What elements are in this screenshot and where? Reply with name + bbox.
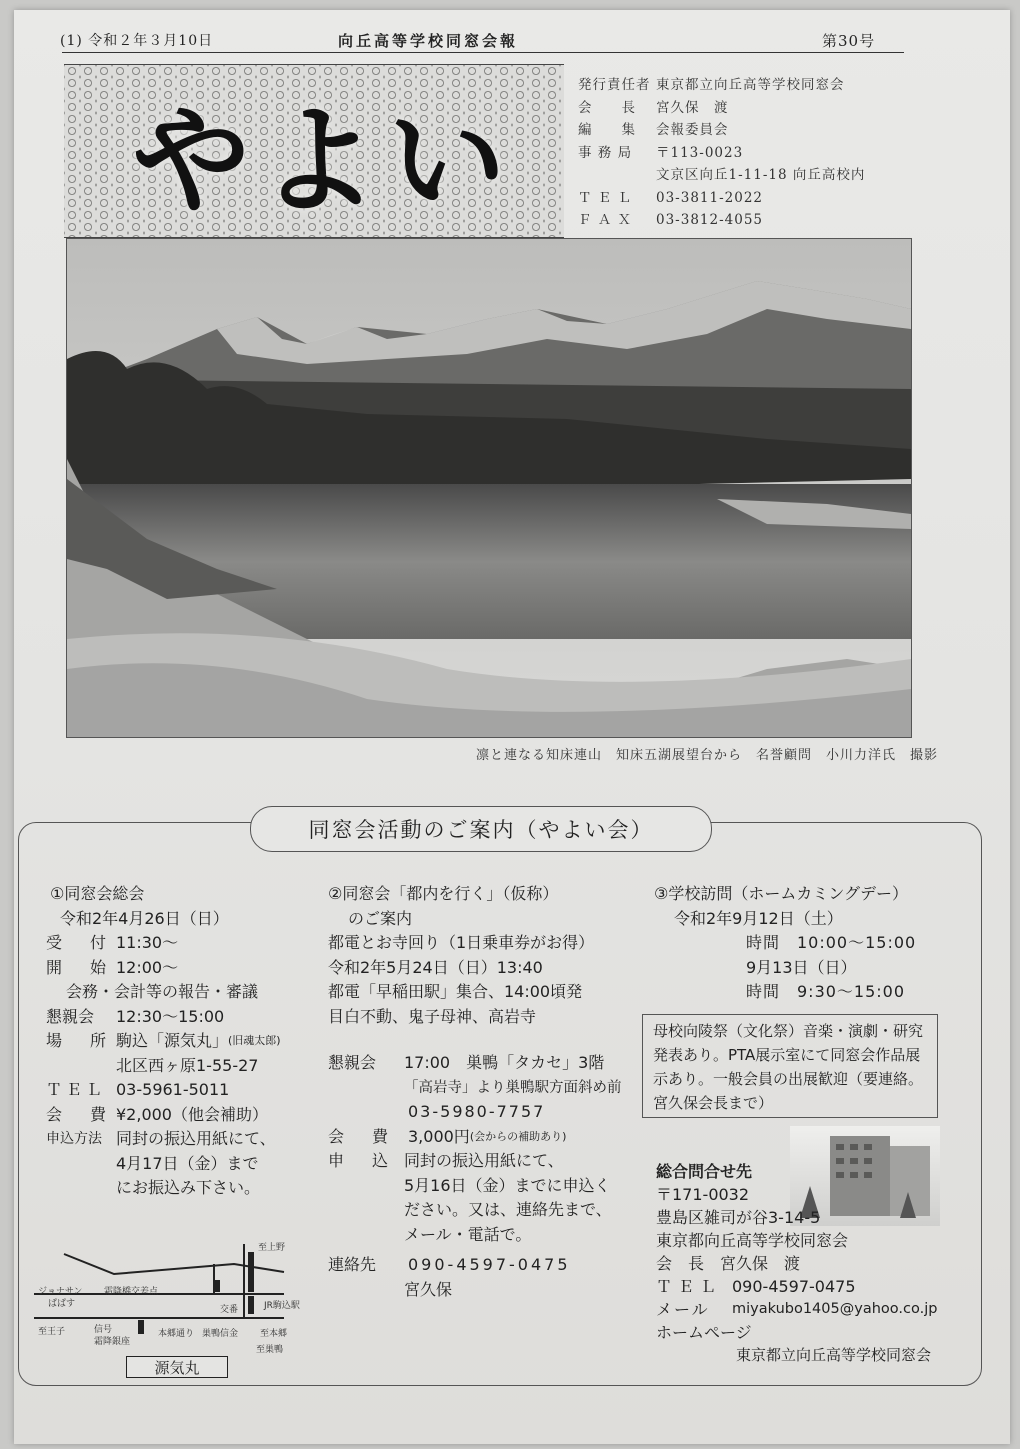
map-label: ジョナサン bbox=[38, 1287, 83, 1297]
info-row: 場 所 駒込「源気丸」 (旧魂太郎) bbox=[46, 1031, 281, 1050]
apply-line: メール・電話で。 bbox=[404, 1224, 532, 1244]
event-heading: ①同窓会総会 bbox=[50, 884, 145, 903]
publisher-row: 事 務 局 〒113-0023 bbox=[578, 144, 744, 161]
event-line: 都電「早稲田駅」集合、14:00頃発 bbox=[328, 982, 583, 1001]
inquiry-org: 東京都向丘高等学校同窓会 bbox=[656, 1231, 849, 1250]
photo-caption: 凛と連なる知床連山 知床五湖展望台から 名誉顧問 小川力洋氏 撮影 bbox=[475, 748, 938, 763]
inquiry-zip: 〒171-0032 bbox=[656, 1185, 750, 1204]
address-line: 北区西ヶ原1-55-27 bbox=[116, 1055, 259, 1075]
info-row: 申 込 同封の振込用紙にて、 bbox=[328, 1151, 564, 1170]
info-row: 会 費 ¥2,000（他会補助） bbox=[46, 1104, 268, 1124]
event-box-title: 同窓会活動のご案内（やよい会） bbox=[250, 806, 712, 852]
event-date: 令和2年5月24日（日）13:40 bbox=[328, 957, 543, 977]
apply-line: ださい。又は、連絡先まで、 bbox=[404, 1200, 612, 1219]
inquiry-homepage: 東京都立向丘高等学校同窓会 bbox=[736, 1346, 932, 1364]
map-label: 至本郷 bbox=[260, 1329, 288, 1339]
event-date: 令和2年9月12日（土） bbox=[674, 908, 843, 928]
inquiry-contact bbox=[656, 1160, 976, 1367]
apply-line: にお振込み下さい。 bbox=[116, 1178, 261, 1197]
page-date: (1) 令和２年３月10日 bbox=[60, 33, 214, 49]
event-line: 目白不動、鬼子母神、高岩寺 bbox=[328, 1006, 537, 1026]
masthead-pattern bbox=[64, 64, 564, 238]
event-city-tour bbox=[328, 882, 628, 1302]
inquiry-mail: メール miyakubo1405@yahoo.co.jp bbox=[656, 1300, 938, 1319]
map-label: 巣鴨信金 bbox=[202, 1329, 239, 1339]
paper-name: 向丘高等学校同窓会報 bbox=[338, 32, 519, 50]
map-label: 至巣鴨 bbox=[256, 1345, 284, 1355]
info-row: 連絡先 090-4597-0475 bbox=[328, 1255, 571, 1274]
event-homecoming bbox=[654, 882, 964, 1005]
map-label: 信号 bbox=[94, 1325, 113, 1335]
event-general-meeting bbox=[36, 882, 326, 1201]
masthead-logo: やよい bbox=[131, 91, 516, 230]
inquiry-tel: ＴＥＬ 090-4597-0475 bbox=[656, 1277, 856, 1296]
map-label: 至王子 bbox=[38, 1327, 66, 1337]
info-row: 懇親会 17:00 巣鴨「タカセ」3階 bbox=[328, 1053, 605, 1072]
phone-line: 03-5980-7757 bbox=[408, 1102, 546, 1121]
landscape-photo bbox=[66, 238, 912, 738]
event-time: 時間 9:30～15:00 bbox=[746, 982, 906, 1001]
event-time: 時間 10:00～15:00 bbox=[746, 933, 917, 952]
header-rule bbox=[62, 52, 904, 53]
map-label: 至上野 bbox=[258, 1243, 286, 1253]
publisher-info bbox=[578, 74, 865, 232]
inquiry-title: 総合問合せ先 bbox=[656, 1162, 753, 1181]
publisher-row: Ｆ Ａ Ｘ 03-3812-4055 bbox=[578, 212, 764, 228]
issue-number: 第30号 bbox=[822, 32, 876, 50]
event-heading2: のご案内 bbox=[348, 908, 413, 928]
event-line: 都電とお寺回り（1日乗車券がお得） bbox=[328, 933, 595, 952]
map-label: ぱぱす bbox=[48, 1299, 76, 1309]
map-label: JR駒込駅 bbox=[264, 1301, 300, 1311]
info-row: 受 付 11:30～ bbox=[46, 933, 179, 952]
publisher-row: 編 集 会報委員会 bbox=[578, 122, 729, 138]
inquiry-address: 豊島区雑司が谷3-14-5 bbox=[656, 1208, 821, 1227]
inquiry-homepage-label: ホームページ bbox=[656, 1323, 752, 1342]
map-venue-tag: 源気丸 bbox=[126, 1356, 228, 1378]
access-map bbox=[34, 1234, 324, 1378]
info-row: 開 始 12:00～ bbox=[46, 957, 179, 977]
event-date: 9月13日（日） bbox=[746, 957, 857, 977]
apply-line: 4月17日（金）まで bbox=[116, 1153, 259, 1173]
map-label: 本郷通り bbox=[158, 1329, 195, 1339]
event-heading: ③学校訪問（ホームカミングデー） bbox=[654, 884, 909, 903]
info-line: 「高岩寺」より巣鴨駅方面斜め前 bbox=[404, 1079, 622, 1096]
apply-line: 5月16日（金）までに申込く bbox=[404, 1175, 611, 1195]
info-row: ＴＥＬ 03-5961-5011 bbox=[46, 1080, 230, 1099]
map-label: 交番 bbox=[220, 1305, 239, 1315]
contact-name: 宮久保 bbox=[404, 1279, 453, 1299]
publisher-row: 会 長 宮久保 渡 bbox=[578, 99, 729, 116]
info-row: 懇親会 12:30～15:00 bbox=[46, 1006, 225, 1026]
festival-note: 母校向陵祭（文化祭）音楽・演劇・研究発表あり。PTA展示室にて同窓会作品展示あり。一般会員の出展歓迎（要連絡。宮久保会長まで） bbox=[642, 1014, 938, 1118]
event-date: 令和2年4月26日（日） bbox=[60, 908, 229, 928]
publisher-row: 発行責任者 東京都立向丘高等学校同窓会 bbox=[578, 77, 845, 93]
map-label: 霜降橋交差点 bbox=[104, 1287, 159, 1297]
inquiry-president: 会 長 宮久保 渡 bbox=[656, 1254, 801, 1273]
info-row: 申込方法 同封の振込用紙にて、 bbox=[46, 1129, 276, 1148]
publisher-row: Ｔ Ｅ Ｌ 03-3811-2022 bbox=[578, 189, 764, 206]
report-line: 会務・会計等の報告・審議 bbox=[66, 982, 259, 1001]
publisher-row: 文京区向丘1-11-18 向丘高校内 bbox=[656, 167, 866, 183]
info-row: 会 費 3,000円 (会からの補助あり) bbox=[328, 1126, 567, 1146]
map-label: 霜降銀座 bbox=[94, 1337, 131, 1347]
event-heading: ②同窓会「都内を行く」（仮称） bbox=[328, 884, 559, 903]
